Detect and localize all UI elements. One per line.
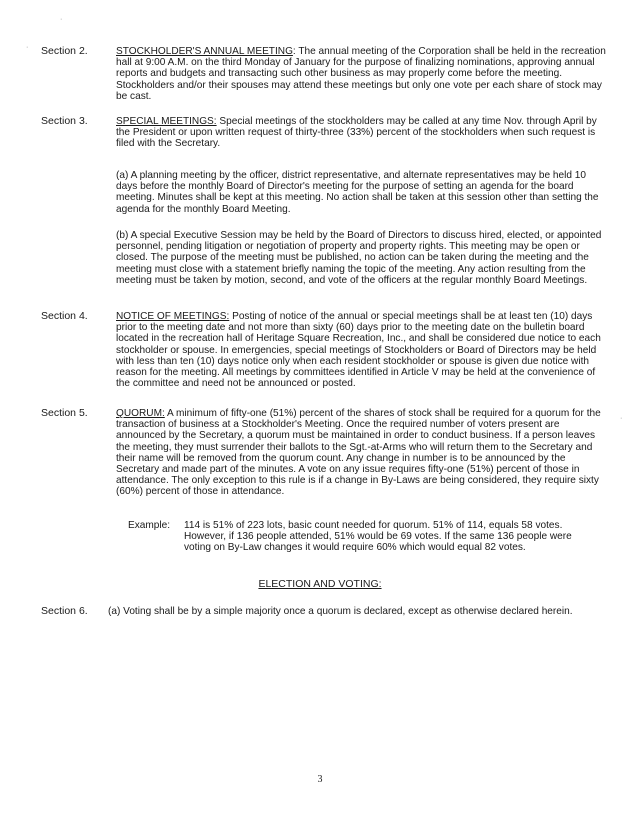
example-label: Example: (128, 520, 171, 531)
example-text: 114 is 51% of 223 lots, basic count needed for quorum. 51% of 114, equals 58 votes. However, if 136 people attended, 51% would be 69 votes. If the same 136 people were voting on By-Law changes it would require 60% which would equal 82 votes. (184, 520, 572, 554)
subsection-b: (b) A special Executive Session may be held by the Board of Directors to discuss hired, elected, or appointed personnel, pending litigation or negotiation of property and property rights. This meeting may be open or closed. The purpose of the meeting must be published, no action can be taken during the meeting and the meeting must close with a statement briefly naming the topic of the meeting. Any action resulting from the meeting must be taken by motion, second, and vote of the officers at the regular monthly Board Meetings. (116, 230, 602, 286)
section-title: QUORUM: (116, 408, 165, 419)
scan-speck: · (26, 44, 29, 51)
scan-speck: · (620, 415, 623, 422)
election-voting-heading: ELECTION AND VOTING: (258, 578, 382, 590)
section-body (116, 408, 606, 498)
section-title: STOCKHOLDER'S ANNUAL MEETING (116, 46, 293, 57)
section-body: (a) Voting shall be by a simple majority once a quorum is declared, except as otherwise declared herein. (108, 606, 573, 617)
section-title: SPECIAL MEETINGS: (116, 116, 217, 127)
section-label: Section 3. (41, 115, 88, 127)
page-number: 3 (317, 774, 323, 785)
section-body (116, 116, 606, 150)
section-label: Section 6. (41, 605, 88, 617)
subsection-a: (a) A planning meeting by the officer, district representative, and alternate representatives may be held 10 days before the monthly Board of Director's meeting for the purpose of setting an agenda for the board meeting. Minutes shall be kept at this meeting. No action shall be taken at this session other than setting the agenda for the monthly Board Meeting. (116, 170, 599, 215)
section-text: Special meetings of the stockholders may be called at any time Nov. through April by the President or upon written request of thirty-three (33%) percent of the stockholders when such request is filed with the Secretary. (116, 116, 597, 150)
section-text: A minimum of fifty-one (51%) percent of the shares of stock shall be required for a quorum for the transaction of business at a Stockholder's Meeting. Once the required number of voters present are announced by the Secretary, a quorum must be maintained in order to conduct business. If a person leaves the meeting, they must surrender their ballots to the Sgt.-at-Arms who will return them to the Secretary and their name will be removed from the quorum count. Any change in number is to be announced by the Secretary and made part of the minutes. A vote on any issue requires fifty-one (51%) percent of those in attendance. The only exception to this rule is if a change in By-Laws are being considered, they require sixty (60%) percent of those in attendance. (116, 408, 601, 498)
section-body (116, 311, 606, 389)
section-label: Section 5. (41, 407, 88, 419)
section-label: Section 2. (41, 45, 88, 57)
section-text: Posting of notice of the annual or special meetings shall be at least ten (10) days prior to the meeting date and not more than sixty (60) days prior to the meeting date on the bulletin board located in the recreation hall of Heritage Square Recreation, Inc., and shall be considered due notice to each stockholder or spouse. In emergencies, special meetings of Stockholders or Board of Directors may be held with less than ten (10) days notice only when each resident stockholder or spouse is given due notice with reason for the meeting. All meetings by committees identified in Article V may be held at the convenience of the committee and need not be announced or posted. (116, 311, 601, 390)
section-text: : The annual meeting of the Corporation shall be held in the recreation hall at 9:00 A.M. on the third Monday of January for the purpose of finalizing nominations, approving annual reports and budgets and transacting such other business as may properly come before the meeting. Stockholders and/or their spouses may attend these meetings but only one vote per each share of stock may be cast. (116, 46, 606, 102)
section-label: Section 4. (41, 310, 88, 322)
scan-speck: · (60, 16, 63, 23)
section-title: NOTICE OF MEETINGS: (116, 311, 230, 322)
section-body (116, 46, 606, 102)
